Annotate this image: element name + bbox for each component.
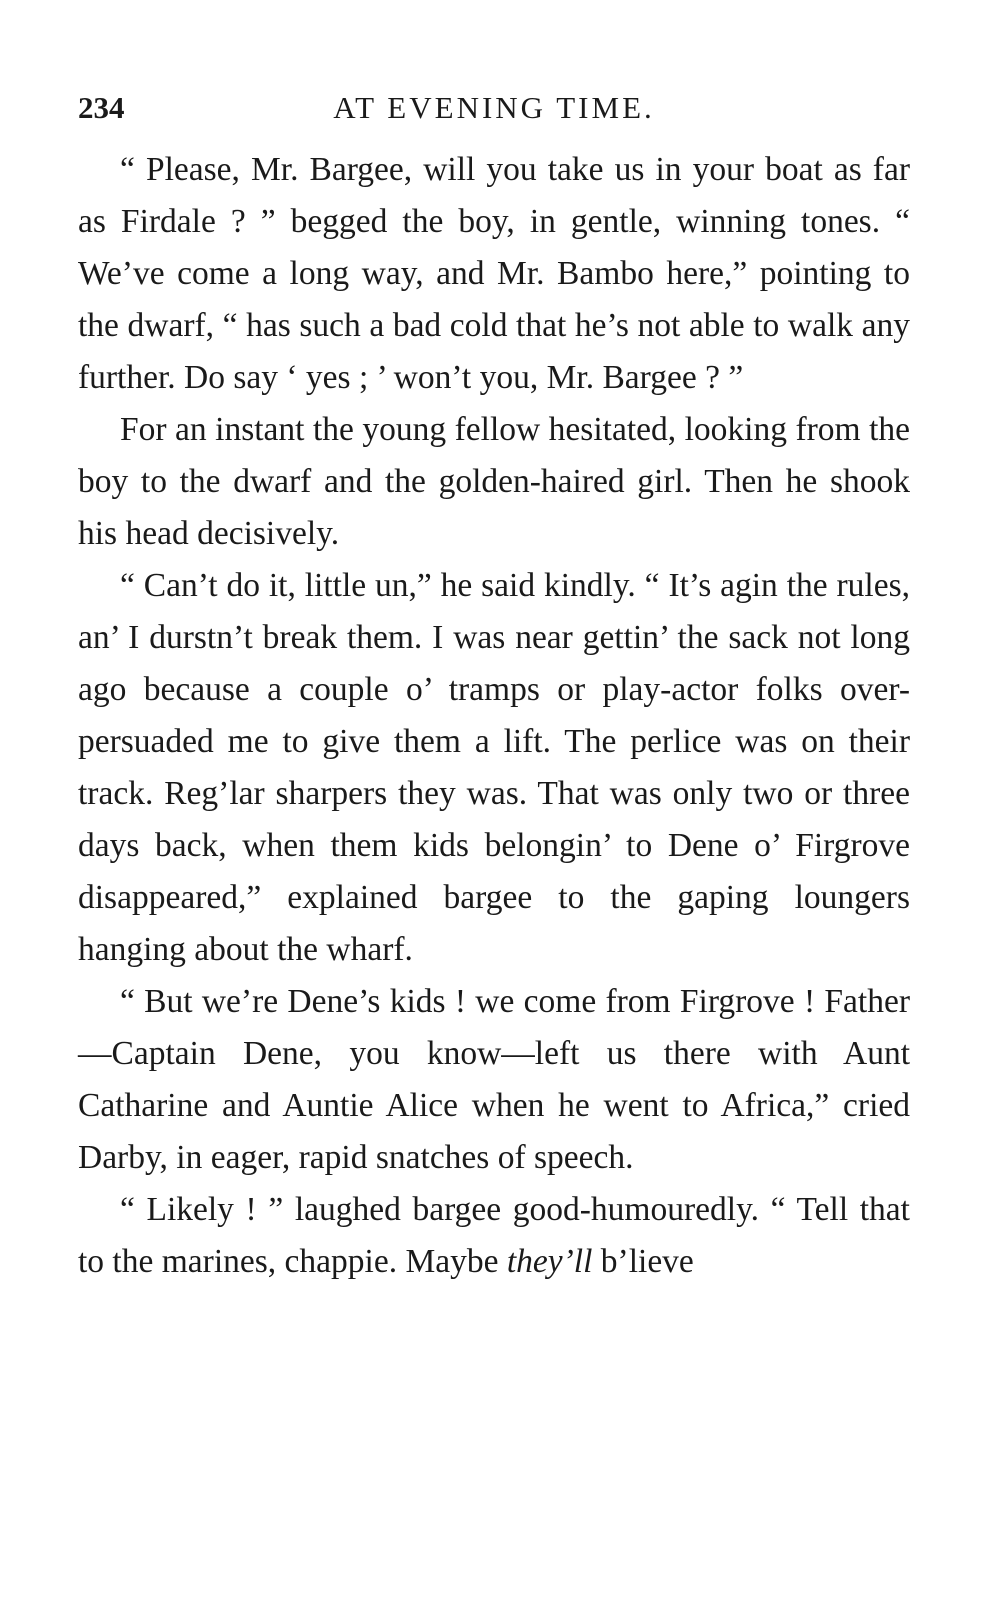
paragraph-5-italic: they’ll: [506, 1243, 593, 1280]
book-page: [78, 80, 910, 1288]
paragraph-5-start: “ Likely ! ” laughed bargee good-humouredly. “ Tell that to the marines, chappie. Maybe: [78, 1191, 910, 1280]
page-number: 234: [78, 90, 125, 125]
paragraph-3: “ Can’t do it, little un,” he said kindly. “ It’s agin the rules, an’ I durstn’t break them. I was near gettin’ the sack not long ago because a couple o’ tramps or play-actor folks over-persuaded me to give them a lift. The perlice was on their track. Reg’lar sharpers they was. That was only two or three days back, when them kids belongin’ to Dene o’ Firgrove disappeared,” explained bargee to the gaping loungers hanging about the wharf.: [78, 567, 910, 968]
body-text: [78, 144, 910, 1288]
paragraph-2: For an instant the young fellow hesitated, looking from the boy to the dwarf and the golden-haired girl. Then he shook his head decisively.: [78, 411, 910, 552]
running-head: [78, 80, 910, 132]
paragraph-5-end: b’lieve: [592, 1243, 694, 1280]
paragraph-4: “ But we’re Dene’s kids ! we come from Firgrove ! Father—Captain Dene, you know—left us there with Aunt Catharine and Auntie Alice when he went to Africa,” cried Darby, in eager, rapid snatches of speech.: [78, 983, 910, 1176]
running-title: AT EVENING TIME.: [333, 90, 655, 125]
paragraph-5: [78, 1184, 910, 1288]
paragraph-1: “ Please, Mr. Bargee, will you take us in your boat as far as Firdale ? ” begged the boy, in gentle, winning tones. “ We’ve come a long way, and Mr. Bambo here,” pointing to the dwarf, “ has such a bad cold that he’s not able to walk any further. Do say ‘ yes ; ’ won’t you, Mr. Bargee ? ”: [78, 151, 910, 396]
